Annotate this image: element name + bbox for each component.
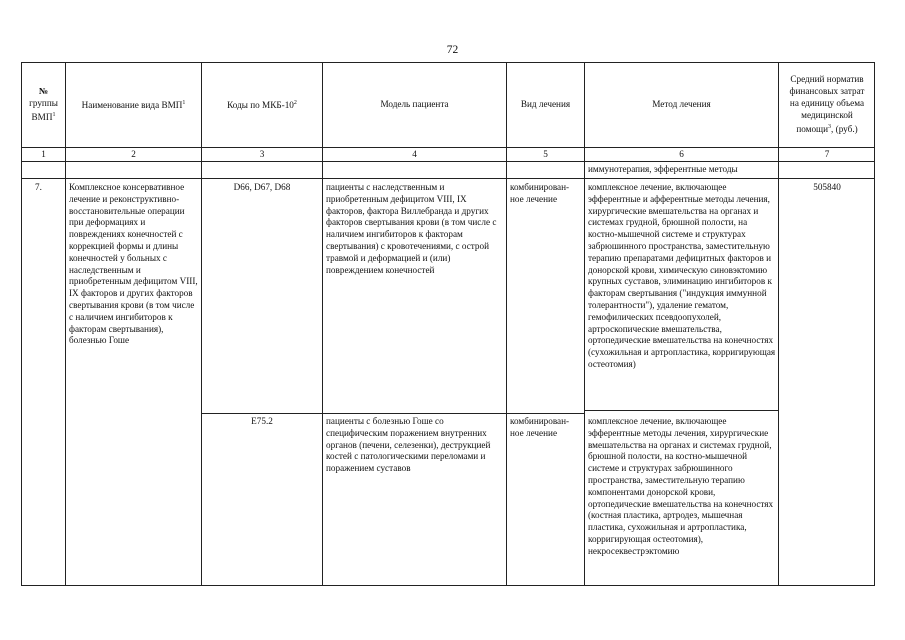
row-divider (201, 413, 585, 414)
group-number: 7. (35, 182, 42, 192)
treatment-method: комплексное лечение, включающее эфферентные и афферентные методы лечения, хирургические вмешательства на органах и системах грудной, брюшной полости, на костно-мышечной системе и структурах забрюшинного пространства, заместительную терапию препаратами дефицитных факторов и донорской крови, химическую синовэктомию крупных суставов, элиминацию ингибиторов к факторам свертывания ("индукция иммунной толерантности"), удаление гематом, гемофилических псевдоопухолей, артроскопические вмешательства, ортопедические вмешательства на конечностях (сухожильная и артропластика, корригирующая остеотомия) (588, 182, 776, 369)
vmp-table (21, 62, 875, 586)
header-vmp-name-text: Наименование вида ВМП (81, 100, 183, 111)
footnote-ref: 3 (828, 123, 832, 130)
group-name: Комплексное консервативное лечение и реконструктивно-восстановительные операции при деформациях и повреждениях конечностей с коррекцией формы и длины конечностей у больных с наследственным и приобретенным дефицитом VIII, IX факторов и других факторов свертывания крови (в том числе с наличием ингибиторов к факторам свертывания), болезнью Гоше (69, 182, 198, 346)
header-vmp-name (66, 63, 201, 147)
header-icd-codes-text: Коды по МКБ-10 (227, 100, 294, 111)
icd-codes: D66, D67, D68 (233, 182, 291, 192)
header-group-number-symbol: № (38, 86, 49, 97)
group-cost: 505840 (813, 182, 841, 192)
icd-codes: E75.2 (251, 416, 273, 426)
footnote-ref: 1 (52, 111, 56, 118)
header-average-cost-text: Средний норматив финансовых затрат на единицу объема медицинской помощи (789, 74, 865, 134)
header-average-cost (779, 63, 875, 147)
footnote-ref: 2 (293, 100, 297, 107)
header-group-number-word: группы (29, 98, 58, 109)
header-patient-model (323, 63, 506, 147)
column-number: 3 (259, 149, 265, 159)
treatment-type: комбинирован-ное лечение (510, 182, 570, 204)
header-group-number (22, 63, 65, 147)
treatment-type: комбинирован-ное лечение (510, 416, 570, 438)
header-treatment-type-text: Вид лечения (520, 99, 571, 110)
patient-model: пациенты с болезнью Гоше со специфическим поражением внутренних органов (печени, селезенки), деструкцией костей с патологическими переломами и поражением суставов (326, 416, 491, 474)
header-treatment-method (585, 63, 778, 147)
patient-model: пациенты с наследственным и приобретенным дефицитом VIII, IX факторов, фактора Виллебранда и других факторов свертывания крови (в том числе с наличием ингибиторов к факторам свертывания) с кровотечениями, с острой травмой и деформацией и (или) повреждением конечностей (326, 182, 497, 275)
header-average-cost-unit: , (руб.) (831, 123, 858, 134)
column-number: 2 (131, 149, 136, 159)
header-divider (22, 147, 874, 148)
continuation-text: иммунотерапия, эфферентные методы (588, 164, 738, 174)
column-number: 4 (412, 149, 417, 159)
header-treatment-type (507, 63, 584, 147)
continuation-divider (22, 178, 874, 179)
column-number: 6 (679, 149, 684, 159)
column-numbers-divider (22, 161, 874, 162)
header-patient-model-text: Модель пациента (380, 99, 449, 110)
treatment-method: комплексное лечение, включающее эфферентные методы лечения, хирургические вмешательства на органах и системах грудной, брюшной полости, на костно-мышечной системе и структурах забрюшинного пространства, заместительную терапию компонентами донорской крови, ортопедические вмешательства на конечностях (костная пластика, артродез, мышечная пластика, сухожильная и артропластика, корригирующая остеотомия), некросеквестрэктомию (588, 416, 774, 556)
header-group-number-abbr: ВМП (31, 111, 53, 122)
column-number: 5 (543, 149, 548, 159)
header-treatment-method-text: Метод лечения (652, 99, 711, 110)
footnote-ref: 1 (182, 100, 186, 107)
column-number: 1 (41, 149, 46, 159)
page-number: 72 (446, 44, 459, 56)
column-number: 7 (824, 149, 830, 159)
row-divider (584, 410, 778, 411)
header-icd-codes (202, 63, 322, 147)
